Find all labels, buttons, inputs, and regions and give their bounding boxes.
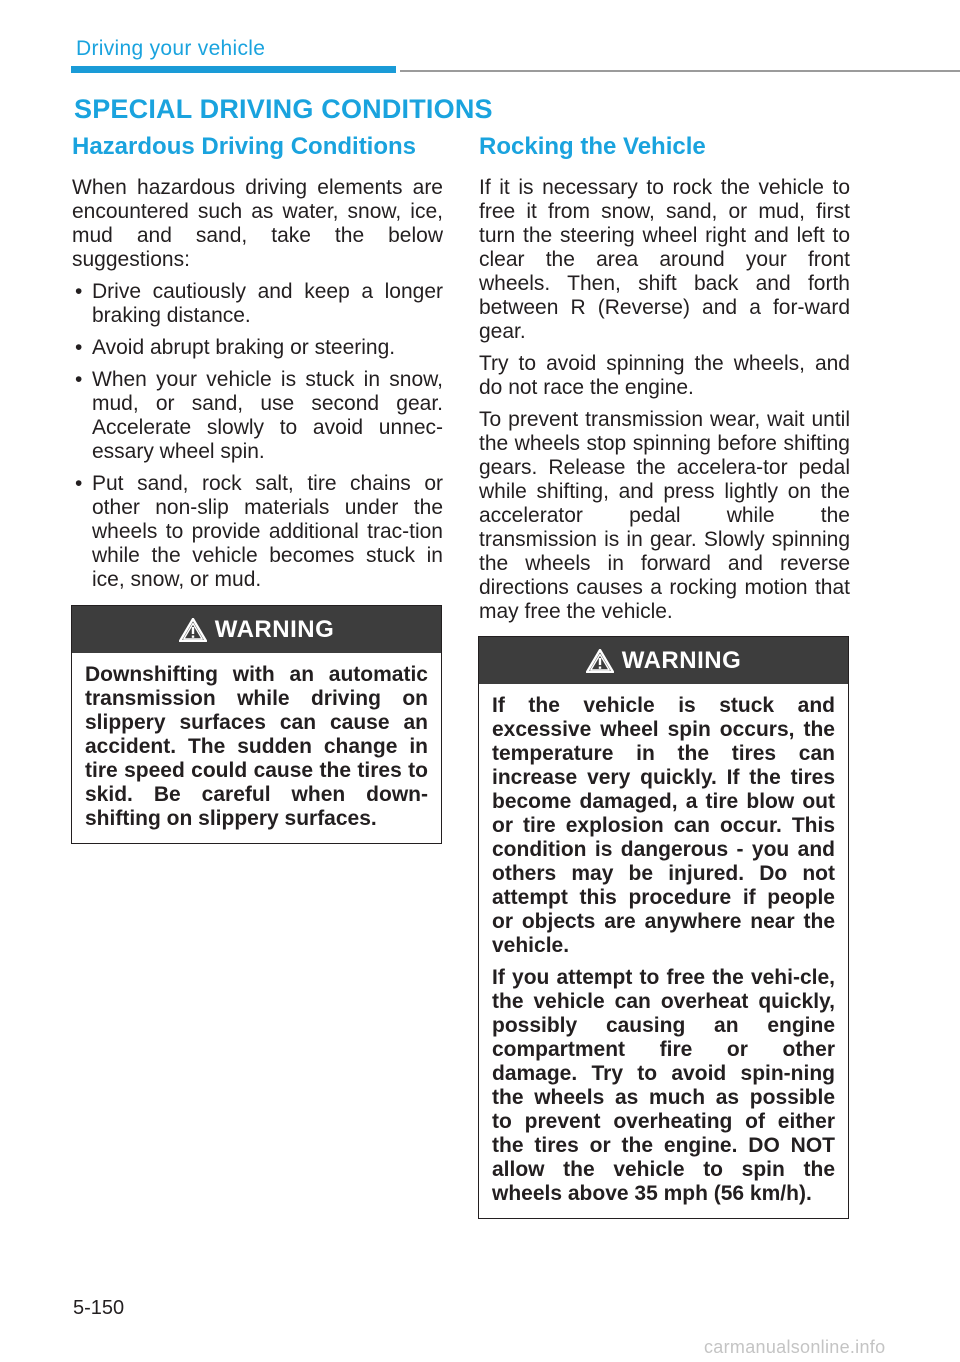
list-item: • Avoid abrupt braking or steering.: [72, 336, 443, 360]
warning-text: Downshifting with an automatic transmission while driving on slippery surfaces can cause an accident. The sudden change in tire speed could cause the tires to skid. Be careful when down-shifting on slippery surfaces.: [85, 663, 428, 830]
warning-body: [72, 653, 441, 843]
warning-header: [479, 637, 848, 684]
page-number: 5-150: [73, 1297, 125, 1319]
warning-triangle-icon: [179, 618, 207, 642]
header-rule-accent: [71, 66, 396, 73]
watermark: carmanualsonline.info: [704, 1337, 886, 1357]
warning-triangle-icon: [586, 649, 614, 673]
rocking-paragraph: Try to avoid spinning the wheels, and do not race the engine.: [479, 352, 850, 399]
warning-box-wheel-spin: [478, 636, 849, 1219]
chapter-title: Driving your vehicle: [76, 37, 266, 60]
warning-text: If the vehicle is stuck and excessive wheel spin occurs, the temperature in the tires can increase very quickly. If the tires become damaged, a tire blow out or tire explosion can occur. This condition is dangerous - you and others may be injured. Do not attempt this procedure if people or objects are anywhere near the vehicle.: [492, 694, 835, 957]
hazardous-heading: Hazardous Driving Conditions: [72, 133, 417, 160]
rocking-paragraph: To prevent transmission wear, wait until the wheels stop spinning before shifting gears. Release the accelera-tor pedal while shifting, and press lightly on the accelerator pedal while the transmission is in gear. Slowly spinning the wheels in forward and reverse directions causes a rocking motion that may free the vehicle.: [479, 408, 850, 623]
header-rule: [400, 70, 960, 72]
list-item: • Drive cautiously and keep a longer braking distance.: [72, 280, 443, 328]
warning-header: [72, 606, 441, 653]
hazardous-intro: When hazardous driving elements are encountered such as water, snow, ice, mud and sand, take the below suggestions:: [72, 176, 443, 271]
rocking-heading: Rocking the Vehicle: [479, 133, 706, 160]
warning-title: WARNING: [214, 615, 335, 643]
right-column: [479, 130, 850, 632]
left-column: [72, 130, 443, 600]
hazardous-list: [72, 280, 443, 592]
list-item: • Put sand, rock salt, tire chains or other non-slip materials under the wheels to provide additional trac-tion while the vehicle becomes stuck in ice, snow, or mud.: [72, 472, 443, 592]
section-title: SPECIAL DRIVING CONDITIONS: [74, 94, 493, 124]
warning-text: If you attempt to free the vehi-cle, the vehicle can overheat quickly, possibly causing an engine compartment fire or other damage. Try to avoid spin-ning the wheels as much as possible to prevent overheating of either the tires or the engine. DO NOT allow the vehicle to spin the wheels above 35 mph (56 km/h).: [492, 966, 835, 1205]
list-item: • When your vehicle is stuck in snow, mud, or sand, use second gear. Accelerate slowly to avoid unnec-essary wheel spin.: [72, 368, 443, 464]
warning-box-downshifting: [71, 605, 442, 844]
warning-title: WARNING: [621, 646, 742, 674]
warning-body: [479, 684, 848, 1218]
rocking-paragraph: If it is necessary to rock the vehicle to free it from snow, sand, or mud, first turn the steering wheel right and left to clear the area around your front wheels. Then, shift back and forth between R (Reverse) and a for-ward gear.: [479, 176, 850, 343]
